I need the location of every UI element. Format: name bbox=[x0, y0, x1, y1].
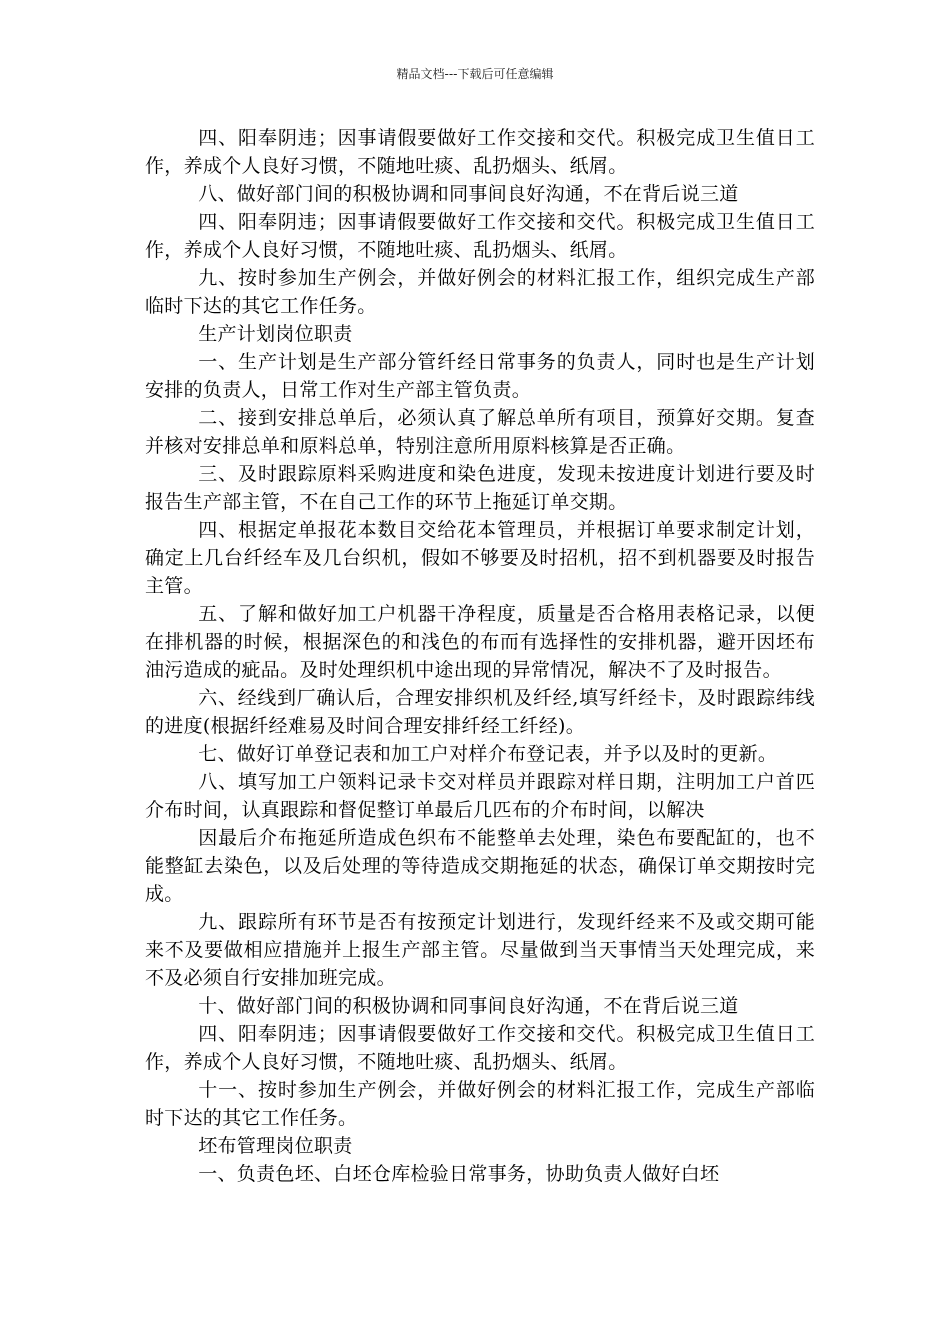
document-body bbox=[145, 124, 815, 1188]
paragraph-15: 九、跟踪所有环节是否有按预定计划进行，发现纤经来不及或交期可能来不及要做相应措施并上报生产部主管。尽量做到当天事情当天处理完成，来不及必须自行安排加班完成。 bbox=[145, 911, 815, 989]
paragraph-18: 十一、按时参加生产例会，并做好例会的材料汇报工作，完成生产部临时下达的其它工作任务。 bbox=[145, 1079, 815, 1129]
paragraph-12: 七、做好订单登记表和加工户对样介布登记表，并予以及时的更新。 bbox=[198, 743, 778, 765]
paragraph-8: 三、及时跟踪原料采购进度和染色进度，发现未按进度计划进行要及时报告生产部主管，不在自己工作的环节上拖延订单交期。 bbox=[145, 463, 815, 513]
paragraph-3: 四、阳奉阴违；因事请假要做好工作交接和交代。积极完成卫生值日工作，养成个人良好习惯，不随地吐痰、乱扔烟头、纸屑。 bbox=[145, 211, 815, 261]
paragraph-7: 二、接到安排总单后，必须认真了解总单所有项目，预算好交期。复查并核对安排总单和原料总单，特别注意所用原料核算是否正确。 bbox=[145, 407, 815, 457]
paragraph-2: 八、做好部门间的积极协调和同事间良好沟通，不在背后说三道 bbox=[198, 183, 739, 205]
page-header: 精品文档---下载后可任意编辑 bbox=[396, 67, 554, 81]
paragraph-20: 一、负责色坯、白坯仓库检验日常事务，协助负责人做好白坯 bbox=[198, 1163, 720, 1185]
paragraph-1: 四、阳奉阴违；因事请假要做好工作交接和交代。积极完成卫生值日工作，养成个人良好习惯，不随地吐痰、乱扔烟头、纸屑。 bbox=[145, 127, 815, 177]
section-heading-production-plan: 生产计划岗位职责 bbox=[198, 323, 353, 345]
paragraph-17: 四、阳奉阴违；因事请假要做好工作交接和交代。积极完成卫生值日工作，养成个人良好习惯，不随地吐痰、乱扔烟头、纸屑。 bbox=[145, 1023, 815, 1073]
paragraph-16: 十、做好部门间的积极协调和同事间良好沟通，不在背后说三道 bbox=[198, 995, 739, 1017]
paragraph-10: 五、了解和做好加工户机器干净程度，质量是否合格用表格记录，以便在排机器的时候，根据深色的和浅色的布而有选择性的安排机器，避开因坯布油污造成的疵品。及时处理织机中途出现的异常情况，解决不了及时报告。 bbox=[145, 603, 815, 681]
paragraph-6: 一、生产计划是生产部分管纤经日常事务的负责人，同时也是生产计划安排的负责人，日常工作对生产部主管负责。 bbox=[145, 351, 815, 401]
paragraph-13: 八、填写加工户领料记录卡交对样员并跟踪对样日期，注明加工户首匹介布时间，认真跟踪和督促整订单最后几匹布的介布时间，以解决 bbox=[145, 771, 815, 821]
paragraph-9: 四、根据定单报花本数目交给花本管理员，并根据订单要求制定计划，确定上几台纤经车及几台织机，假如不够要及时招机，招不到机器要及时报告主管。 bbox=[145, 519, 815, 597]
paragraph-11: 六、经线到厂确认后，合理安排织机及纤经,填写纤经卡，及时跟踪纬线的进度(根据纤经难易及时间合理安排纤经工纤经)。 bbox=[145, 687, 815, 737]
paragraph-4: 九、按时参加生产例会，并做好例会的材料汇报工作，组织完成生产部临时下达的其它工作任务。 bbox=[145, 267, 815, 317]
section-heading-grey-fabric: 坯布管理岗位职责 bbox=[198, 1135, 353, 1157]
paragraph-14: 因最后介布拖延所造成色织布不能整单去处理，染色布要配缸的，也不能整缸去染色，以及后处理的等待造成交期拖延的状态，确保订单交期按时完成。 bbox=[145, 827, 815, 905]
